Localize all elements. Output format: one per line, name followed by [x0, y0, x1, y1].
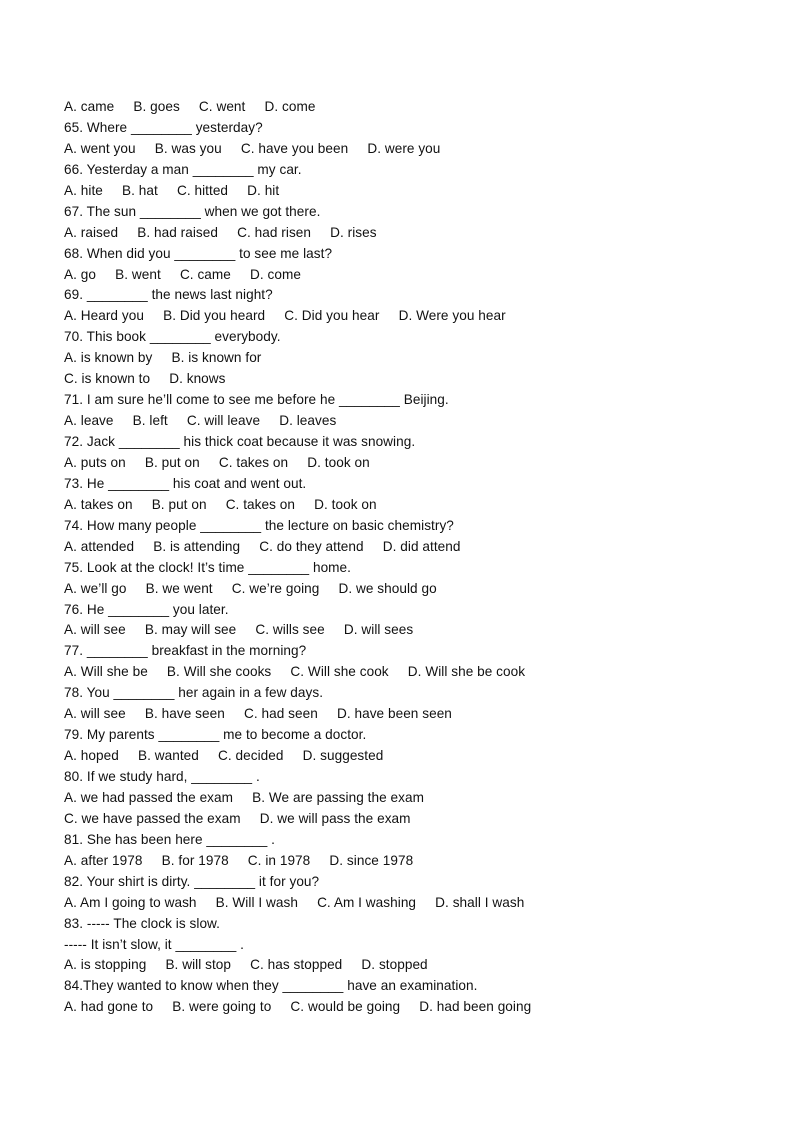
- question-line: 81. She has been here ________ .: [64, 831, 275, 847]
- answer-options-line: A. went you B. was you C. have you been D. were you: [64, 140, 441, 156]
- answer-options-line: A. had gone to B. were going to C. would be going D. had been going: [64, 999, 532, 1015]
- answer-options-line: A. will see B. have seen C. had seen D. have been seen: [64, 706, 452, 722]
- answer-options-line: A. will see B. may will see C. wills see D. will sees: [64, 622, 414, 638]
- answer-options-line: A. Will she be B. Will she cooks C. Will she cook D. Will she be cook: [64, 664, 526, 680]
- answer-options-line: A. leave B. left C. will leave D. leaves: [64, 413, 337, 429]
- question-line: 72. Jack ________ his thick coat because it was snowing.: [64, 434, 416, 449]
- question-line: 79. My parents ________ me to become a doctor.: [64, 727, 367, 743]
- answer-options-line: A. attended B. is attending C. do they attend D. did attend: [64, 538, 461, 554]
- answer-options-line: A. is known by B. is known for: [64, 350, 262, 366]
- answer-options-line: A. hite B. hat C. hitted D. hit: [64, 182, 280, 198]
- question-line: 76. He ________ you later.: [64, 601, 229, 617]
- question-line: 75. Look at the clock! It’s time ________ home.: [64, 559, 351, 575]
- text-line: A. came B. goes C. went D. come: [64, 99, 316, 114]
- question-line: 67. The sun ________ when we got there.: [64, 203, 321, 219]
- question-line: 66. Yesterday a man ________ my car.: [64, 161, 302, 177]
- question-line: 74. How many people ________ the lecture on basic chemistry?: [64, 517, 454, 533]
- answer-options-line: C. is known to D. knows: [64, 371, 226, 387]
- exercise-text: [64, 97, 764, 1018]
- answer-options-line: A. raised B. had raised C. had risen D. rises: [64, 224, 377, 240]
- question-line: 68. When did you ________ to see me last?: [64, 245, 333, 261]
- answer-options-line: A. puts on B. put on C. takes on D. took on: [64, 454, 370, 470]
- answer-options-line: A. hoped B. wanted C. decided D. suggested: [64, 748, 384, 764]
- question-line: 71. I am sure he’ll come to see me before he ________ Beijing.: [64, 392, 449, 408]
- answer-options-line: A. go B. went C. came D. come: [64, 266, 301, 282]
- question-line: 69. ________ the news last night?: [64, 287, 273, 303]
- answer-options-line: A. we’ll go B. we went C. we’re going D. we should go: [64, 580, 437, 596]
- answer-options-line: A. is stopping B. will stop C. has stopped D. stopped: [64, 957, 428, 973]
- answer-options-line: C. we have passed the exam D. we will pass the exam: [64, 810, 411, 826]
- answer-options-line: A. we had passed the exam B. We are passing the exam: [64, 789, 424, 805]
- question-line: 83. ----- The clock is slow.: [64, 915, 221, 931]
- answer-options-line: A. Heard you B. Did you heard C. Did you hear D. Were you hear: [64, 308, 506, 324]
- question-line: 78. You ________ her again in a few days.: [64, 685, 324, 701]
- question-line: 80. If we study hard, ________ .: [64, 769, 260, 784]
- answer-options-line: A. after 1978 B. for 1978 C. in 1978 D. since 1978: [64, 852, 414, 868]
- question-line: 65. Where ________ yesterday?: [64, 119, 263, 135]
- question-line: 70. This book ________ everybody.: [64, 329, 281, 345]
- question-line: 73. He ________ his coat and went out.: [64, 475, 307, 491]
- question-line: 77. ________ breakfast in the morning?: [64, 643, 307, 659]
- answer-options-line: A. Am I going to wash B. Will I wash C. Am I washing D. shall I wash: [64, 894, 525, 910]
- answer-options-line: A. takes on B. put on C. takes on D. took on: [64, 496, 377, 512]
- question-line: 84.They wanted to know when they ________ have an examination.: [64, 978, 478, 994]
- dialogue-line: ----- It isn’t slow, it ________ .: [64, 936, 244, 952]
- question-line: 82. Your shirt is dirty. ________ it for you?: [64, 873, 320, 889]
